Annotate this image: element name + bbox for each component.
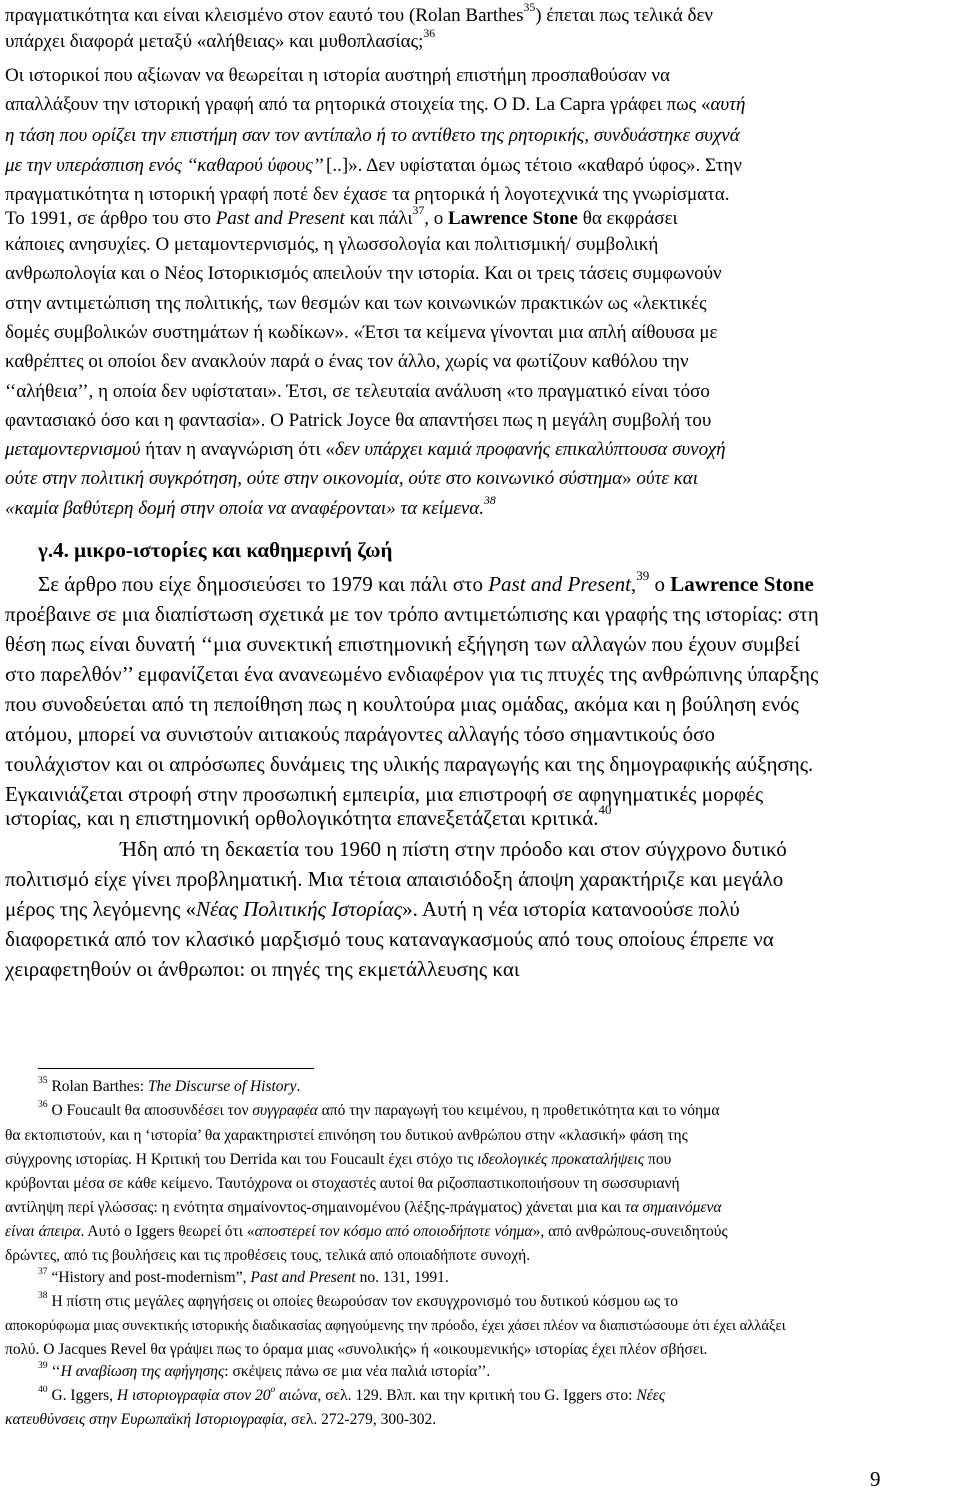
text-line: στην αντιμετώπιση της πολιτικής, των θεσμών και των κοινωνικών πρακτικών ως «λεκτικές [5,293,707,314]
text-line: ατόμου, μπορεί να συνιστούν αιτιακούς παράγοντες αλλαγής τόσο σημαντικούς όσο [5,722,715,746]
text-line: ‘‘αλήθεια’’, η οποία δεν υφίσταται». Έτσι, σε τελευταία ανάλυση «το πραγματικό είναι τόσο [5,381,710,402]
text-line: κάποιες ανησυχίες. Ο μεταμοντερνισμός, η γλωσσολογία και πολιτισμική/ συμβολική [5,234,659,255]
text-line: Σε άρθρο που είχε δημοσιεύσει το 1979 και πάλι στο Past and Present,$^{39}$ ο Lawrence Stone [38,568,814,596]
text-line: πραγματικότητα και είναι κλεισμένο στον εαυτό του (Rolan Barthes$^{35}$) έπεται πως τελικά δεν [5,1,714,26]
footnote-line: αντίληψη περί γλώσσας: η ενότητα σημαίνοντος-σημαινομένου (λέξης-πράγματος) χάνεται μια και τα σημαινόμενα [5,1199,722,1216]
text-line: ανθρωπολογία και ο Νέος Ιστορικισμός απειλούν την ιστορία. Και οι τρεις τάσεις συμφωνούν [5,263,722,284]
footnote-line: θα εκτοπιστούν, και η ‘ιστορία’ θα χαρακτηριστεί επινόηση του δυτικού ανθρώπου στην «κλασική» φάση της [5,1127,688,1144]
text-line: πραγματικότητα η ιστορική γραφή ποτέ δεν έχασε τα ρητορικά ή λογοτεχνικά της γνωρίσματα. [5,184,730,205]
footnote-line: κατευθύνσεις στην Ευρωπαϊκή Ιστοριογραφία, σελ. 272-279, 300-302. [5,1411,437,1428]
text-line: πολιτισμό είχε γίνει προβληματική. Μια τέτοια απαισιόδοξη άποψη χαρακτήριζε και μεγάλο [5,867,784,891]
footnote-35: $^{35}$ Rolan Barthes: The Discurse of History. [38,1074,301,1095]
text-line: μεταμοντερνισμού ήταν η αναγνώριση ότι «δεν υπάρχει καμιά προφανής επικαλύπτουσα συνοχή [5,439,726,460]
text-line: Το 1991, σε άρθρο του στο Past and Present και πάλι$^{37}$, ο Lawrence Stone θα εκφράσει [5,204,678,229]
footnote-line: κρύβονται μέσα σε κάθε κείμενο. Ταυτόχρονα οι στοχαστές αυτοί θα ριζοσπαστικοποιήσουν τη σωσσυριανή [5,1175,680,1192]
text-line: προέβαινε σε μια διαπίστωση σχετικά με τον τρόπο αντιμετώπισης και γραφής της ιστορίας: στη [5,602,819,626]
footnote-line: σύγχρονης ιστορίας. Η Κριτική του Derrida και του Foucault έχει στόχο τις ιδεολογικές προκαταλήψεις που [5,1151,672,1168]
text-line: διαφορετικά από τον κλασικό μαρξισμό τους καταναγκασμούς από τους οποίους έπρεπε να [5,927,774,951]
text-line: ούτε στην πολιτική συγκρότηση, ούτε στην οικονομία, ούτε στο κοινωνικό σύστημα» ούτε και [5,468,699,489]
footnote-line: δρώντες, από τις βουλήσεις και τις προθέσεις τους, τελικά από οποιαδήποτε συνοχή. [5,1247,531,1264]
text-line: Εγκαινιάζεται στροφή στην προσωπική εμπειρία, μια επιστροφή σε αφηγηματικές μορφές [5,782,764,806]
text-line: τουλάχιστον και οι απρόσωπες δυνάμεις της υλικής παραγωγής και της δημογραφικής αύξησης. [5,752,814,776]
footnote-36: $^{36}$ O Foucault θα αποσυνδέσει τον συγγραφέα από την παραγωγή του κειμένου, η προθετικότητα και το νόημα [38,1098,720,1119]
section-heading: γ.4. μικρο-ιστορίες και καθημερινή ζωή [38,538,393,562]
text-line: θέση πως είναι δυνατή ‘‘μια συνεκτική επιστημονική εξήγηση των αλλαγών που έχουν συμβεί [5,632,800,656]
text-line: Οι ιστορικοί που αξίωναν να θεωρείται η ιστορία αυστηρή επιστήμη προσπαθούσαν να [5,65,670,86]
text-line: απαλλάξουν την ιστορική γραφή από τα ρητορικά στοιχεία της. O D. La Capra γράφει πως «αυτή [5,94,746,115]
footnote-line: είναι άπειρα. Αυτό ο Iggers θεωρεί ότι «αποστερεί τον κόσμο από οποιοδήποτε νόημα», από ανθρώπους-συνειδητούς [5,1223,728,1240]
text-line: ιστορίας, και η επιστημονική ορθολογικότητα επανεξετάζεται κριτικά.$^{40}$ [5,802,612,830]
footnote-line: πολύ. O Jacques Revel θα γράψει πως το όραμα μιας «συνολικής» ή «οικουμενικής» ιστορίας έχει πλέον σβήσει. [5,1341,708,1358]
footnote-40: $^{40}$ G. Iggers, Η ιστοριογραφία στον $20^o$ αιώνα, σελ. 129. Βλπ. και την κριτική του G. Iggers στο: Νέες [38,1383,666,1404]
text-line: μέρος της λεγόμενης «Νέας Πολιτικής Ιστορίας». Αυτή η νέα ιστορία κατανοούσε πολύ [5,897,740,921]
text-line: στο παρελθόν’’ εμφανίζεται ένα ανανεωμένο ενδιαφέρον για τις πτυχές της ανθρώπινης ύπαρξης [5,662,819,686]
text-line: καθρέπτες οι οποίοι δεν ανακλούν παρά ο ένας τον άλλο, χωρίς να φωτίζουν καθόλου την [5,351,689,372]
footnote-37: $^{37}$ “History and post-modernism”, Past and Present no. 131, 1991. [38,1265,449,1286]
text-line: δομές συμβολικών συστημάτων ή κωδίκων». «Έτσι τα κείμενα γίνονται μια απλή αίθουσα με [5,322,718,343]
text-line: φαντασιακό όσο και η φαντασία». O Patrick Joyce θα απαντήσει πως η μεγάλη συμβολή του [5,410,712,431]
text-line: «καμία βαθύτερη δομή στην οποία να αναφέρονται» τα κείμενα.$^{38}$ [5,494,496,519]
footnote-38: $^{38}$ Η πίστη στις μεγάλες αφηγήσεις οι οποίες θεωρούσαν τον εκσυγχρονισμό του δυτικού κόσμου ως το [38,1289,678,1310]
text-line: η τάση που ορίζει την επιστήμη σαν τον αντίπαλο ή το αντίθετο της ρητορικής, συνδυάστηκε συχνά [5,125,740,146]
text-line: που συνοδεύεται από τη πεποίθηση πως η κουλτούρα μιας ομάδας, ακόμα και η βούληση ενός [5,692,799,716]
text-line: με την υπεράσπιση ενός ‘‘καθαρού ύφους’’ [..]». Δεν υφίσταται όμως τέτοιο «καθαρό ύφος». Στην [5,155,742,176]
text-line: Ήδη από τη δεκαετία του 1960 η πίστη στην πρόοδο και στον σύγχρονο δυτικό [120,837,787,861]
footnote-39: $^{39}$ ‘‘Η αναβίωση της αφήγησης: σκέψεις πάνω σε μια νέα παλιά ιστορία’’. [38,1359,491,1380]
page-number: 9 [870,1467,881,1491]
text-line: χειραφετηθούν οι άνθρωποι: οι πηγές της εκμετάλλευσης και [5,957,520,981]
footnote-line: αποκορύφωμα μιας συνεκτικής ιστορικής διαδικασίας αφηγούμενης την πρόοδο, έχει χάσει πλέον να διαπιστώσουμε ότι έχει αλλάξει [5,1318,786,1334]
text-line: υπάρχει διαφορά μεταξύ «αλήθειας» και μυθοπλασίας;$^{36}$ [5,27,436,52]
footnote-separator [38,1068,314,1069]
